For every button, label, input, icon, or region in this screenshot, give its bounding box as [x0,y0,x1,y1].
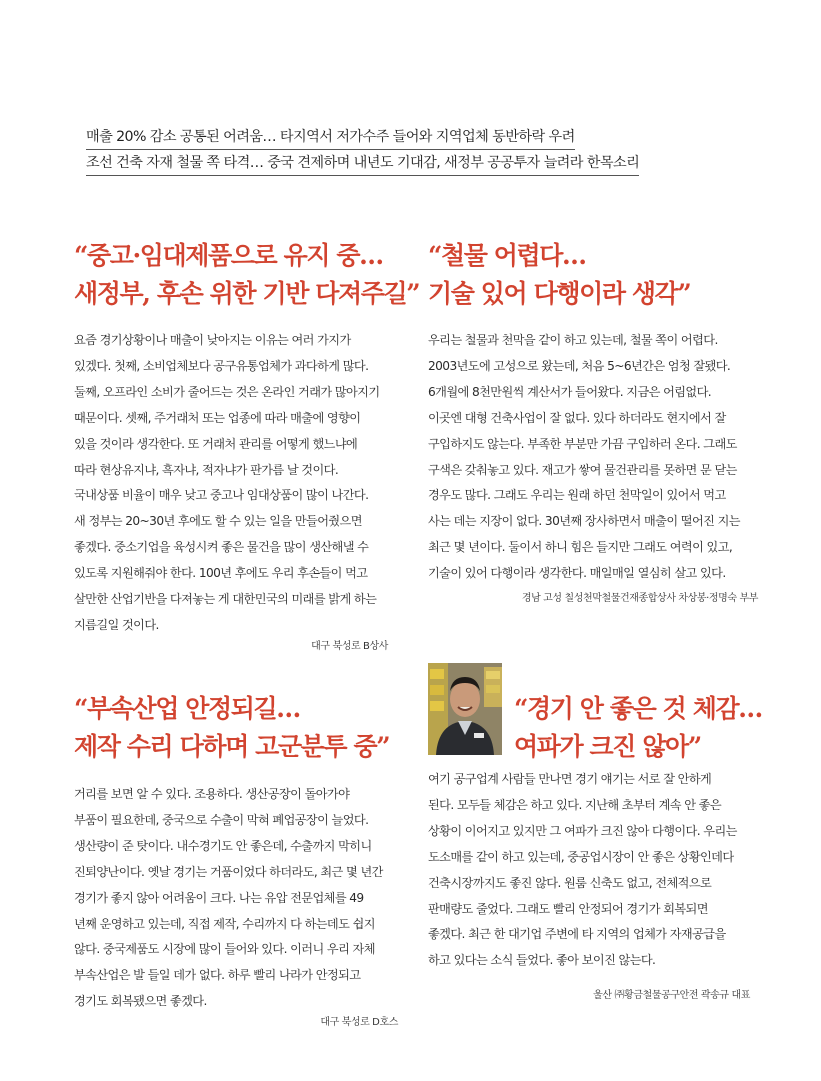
portrait-image [428,663,502,755]
article-daegu-d-hose [74,690,404,1028]
headline-line: “중고·임대제품으로 유지 중… [74,241,383,270]
body-line: 6개월에 8천만원씩 계산서가 들어왔다. 지금은 어림없다. [428,384,712,399]
article-byline: 대구 북성로 D호스 [320,1017,398,1029]
article-headline [514,690,762,766]
body-line: 년째 운영하고 있는데, 직접 제작, 수리까지 다 하는데도 쉽지 [74,916,375,931]
body-line: 요즘 경기상황이나 매출이 낮아지는 이유는 여러 가지가 [74,333,351,347]
body-line: 따라 현상유지냐, 흑자냐, 적자냐가 판가름 날 것이다. [74,462,339,477]
body-line: 국내상품 비율이 매우 낮고 중고나 임대상품이 많이 나간다. [74,488,369,503]
body-line: 기술이 있어 다행이라 생각한다. 매일매일 열심히 살고 있다. [428,566,726,581]
body-line: 이곳엔 대형 건축사업이 잘 없다. 있다 하더라도 현지에서 잘 [428,410,726,425]
body-line: 상황이 이어지고 있지만 그 여파가 크진 않아 다행이다. 우리는 [428,823,737,838]
article-daegu-b-sangsa [74,237,420,652]
body-line: 않다. 중국제품도 시장에 많이 들어와 있다. 이러니 우리 자체 [74,942,375,957]
article-body [428,328,758,587]
body-line: 거리를 보면 알 수 있다. 조용하다. 생산공장이 돌아가야 [74,787,350,801]
subhead-line-2: 조선 건축 자재 철물 쪽 타격… 중국 견제하며 내년도 기대감, 새정부 공공투자 늘려라 한목소리 [86,152,639,176]
headline-line: “경기 안 좋은 것 체감… [514,694,762,723]
body-line: 구색은 갖춰놓고 있다. 재고가 쌓여 물건관리를 못하면 문 닫는 [428,462,737,477]
body-line: 부속산업은 발 들일 데가 없다. 하루 빨리 나라가 안정되고 [74,968,361,983]
article-body [74,782,404,1015]
article-body [428,767,758,974]
body-line: 살만한 산업기반을 다져놓는 게 대한민국의 미래를 밝게 하는 [74,592,377,607]
article-body [74,328,394,639]
headline-line: 기술 있어 다행이라 생각” [428,279,691,308]
article-headline [74,690,404,766]
body-line: 건축시장까지도 좋진 않다. 원룸 신축도 없고, 전체적으로 [428,875,712,890]
subhead-line-1: 매출 20% 감소 공통된 어려움… 타지역서 저가수주 들어와 지역업체 동반하락 우려 [86,126,575,150]
body-line: 진퇴양난이다. 옛날 경기는 거품이었다 하더라도, 최근 몇 년간 [74,864,383,879]
interviewee-photo [428,663,502,755]
article-headline [74,237,420,313]
body-line: 2003년도에 고성으로 왔는데, 처음 5~6년간은 엄청 잘됐다. [428,358,731,373]
body-line: 판매량도 줄었다. 그래도 빨리 안정되어 경기가 회복되면 [428,901,708,916]
subhead-block [86,126,686,178]
body-line: 경우도 많다. 그래도 우리는 원래 하던 천막일이 있어서 먹고 [428,488,726,503]
body-line: 우리는 철물과 천막을 같이 하고 있는데, 철물 쪽이 어렵다. [428,333,718,347]
body-line: 경기가 좋지 않아 어려움이 크다. 나는 유압 전문업체를 49 [74,890,364,905]
body-line: 있을 것이라 생각한다. 또 거래처 관리를 어떻게 했느냐에 [74,436,358,451]
body-line: 둘째, 오프라인 소비가 줄어드는 것은 온라인 거래가 많아지기 [74,384,380,399]
article-byline: 경남 고성 칠성천막철물건재종합상사 차상봉·정명숙 부부 [521,593,758,605]
body-line: 경기도 회복됐으면 좋겠다. [74,994,207,1009]
body-line: 구입하지도 않는다. 부족한 부분만 가끔 구입하러 온다. 그래도 [428,436,737,451]
headline-line: “부속산업 안정되길… [74,694,300,723]
body-line: 부품이 필요한데, 중국으로 수출이 막혀 폐업공장이 늘었다. [74,812,369,827]
article-goseong-chilsung [428,237,758,604]
body-line: 때문이다. 셋째, 주거래처 또는 업종에 따라 매출에 영향이 [74,410,361,425]
headline-line: 제작 수리 다하며 고군분투 중” [74,732,390,761]
body-line: 좋겠다. 최근 한 대기업 주변에 타 지역의 업체가 자재공급을 [428,927,726,942]
article-byline: 울산 ㈜황금철물공구안전 곽송규 대표 [593,990,750,1001]
article-byline: 대구 북성로 B상사 [311,640,388,652]
body-line: 지름길일 것이다. [74,617,159,632]
body-line: 도소매를 같이 하고 있는데, 중공업시장이 안 좋은 상황인데다 [428,849,734,864]
body-line: 좋겠다. 중소기업을 육성시켜 좋은 물건을 많이 생산해낼 수 [74,540,369,555]
body-line: 사는 데는 지장이 없다. 30년째 장사하면서 매출이 떨어진 지는 [428,514,740,529]
body-line: 된다. 모두들 체감은 하고 있다. 지난해 초부터 계속 안 좋은 [428,797,721,812]
headline-line: 새정부, 후손 위한 기반 다져주길” [74,279,420,308]
headline-line: “철물 어렵다… [428,241,586,270]
body-line: 있겠다. 첫째, 소비업체보다 공구유통업체가 과다하게 많다. [74,358,369,373]
body-line: 새 정부는 20~30년 후에도 할 수 있는 일을 만들어줬으면 [74,514,362,529]
body-line: 생산량이 준 탓이다. 내수경기도 안 좋은데, 수출까지 막히니 [74,838,372,853]
headline-line: 여파가 크진 않아” [514,732,701,761]
body-line: 하고 있다는 소식 들었다. 좋아 보이진 않는다. [428,953,656,968]
body-line: 있도록 지원해줘야 한다. 100년 후에도 우리 후손들이 먹고 [74,566,368,581]
article-headline [428,237,758,313]
body-line: 최근 몇 년이다. 둘이서 하니 힘은 들지만 그래도 여력이 있고, [428,540,733,555]
body-line: 여기 공구업계 사람들 만나면 경기 얘기는 서로 잘 안하게 [428,772,712,786]
